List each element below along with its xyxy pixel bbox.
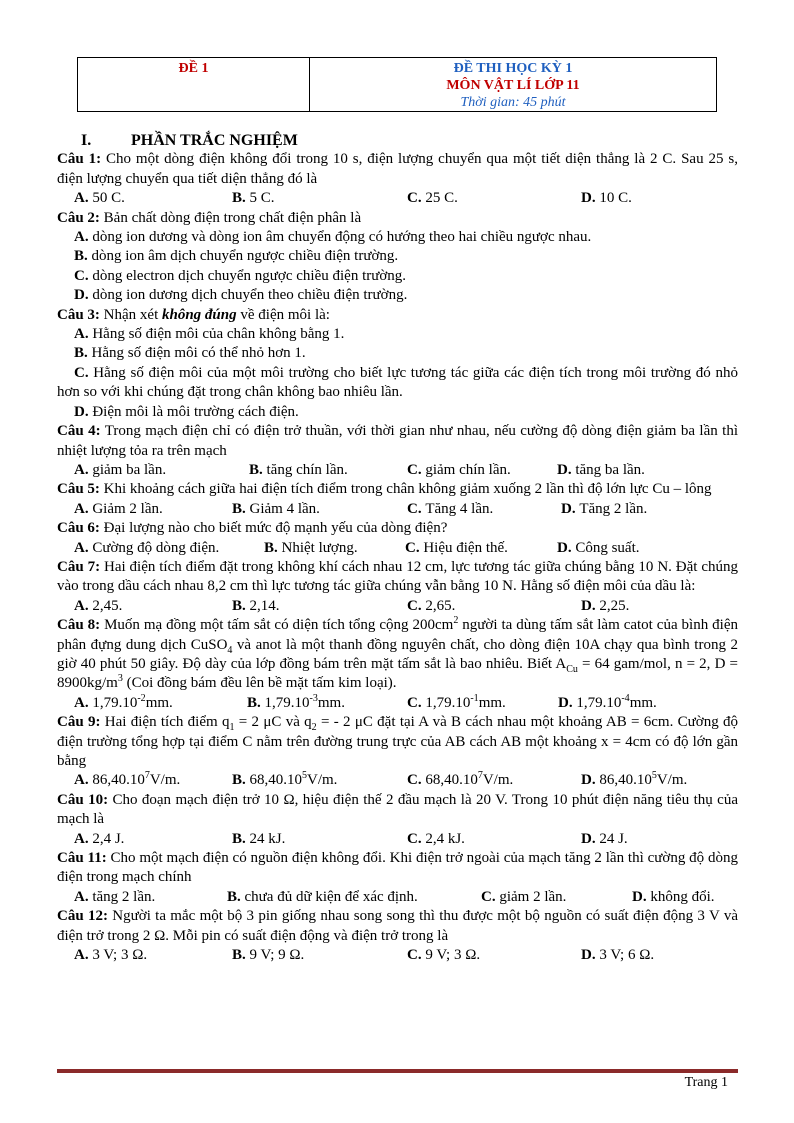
question-1: Câu 1: Cho một dòng điện không đổi trong 10 s, điện lượng chuyển qua một tiết diện thẳng là 2 C. Sau 25 s, điện lượng chuyển qua tiết diện thẳng đó là <box>57 151 739 187</box>
options-q10 <box>57 830 738 849</box>
section-heading: I. PHẦN TRẮC NGHIỆM <box>81 132 298 149</box>
option-b: B. Giảm 4 lần. <box>232 500 320 517</box>
option-d: D. Tăng 2 lần. <box>561 500 648 517</box>
option-a: A. 2,4 J. <box>74 830 125 847</box>
option-b: B. 68,40.10$^5$V/m. <box>232 770 338 789</box>
exam-title: ĐỀ THI HỌC KỲ 1 <box>453 61 573 76</box>
option-b: B. 24 kJ. <box>232 830 286 847</box>
option-b: B. $1,79.10^{-3}mm$. <box>247 692 345 711</box>
option-b: B. chưa đủ dữ kiện để xác định. <box>227 888 418 905</box>
question-8: Câu 8: Muốn mạ đồng một tấm sắt có diện tích tổng cộng $200cm^2$ người ta dùng tấm sắt làm catot của bình điện phân đựng dung dịch CuSO$_4$ và anot là một thanh đồng nguyên chất, cho dòng điện 10A chạy qua bình trong 2 giờ 40 phút 50 giây. Độ dày của lớp đồng bám trên mặt tấm sắt là bao nhiêu. Biết $A_{Cu} = 64$ gam/mol, n = 2, $D = 8900kg/m^3$ (Coi đồng bám đều lên bề mặt tấm kim loại). <box>57 615 739 692</box>
exam-subject: MÔN VẬT LÍ LỚP 11 <box>446 78 580 93</box>
option-a: A. 50 C. <box>74 190 125 207</box>
option-c: C. Hằng số điện môi của một môi trường cho biết lực tương tác giữa các điện tích trong môi trường đó nhỏ hơn so với khi chúng đặt trong chân không bao nhiêu lần. <box>57 364 739 401</box>
option-c: C. 25 C. <box>407 190 458 207</box>
option-c: C. dòng electron dịch chuyển ngược chiều điện trường. <box>74 267 407 284</box>
option-c: C. 2,65. <box>407 597 456 614</box>
option-d: D. dòng ion dương dịch chuyển theo chiều điện trường. <box>74 287 408 304</box>
option-a: A. 2,45. <box>74 597 123 614</box>
exam-code: ĐỀ 1 <box>78 58 310 111</box>
option-d: D. Điện môi là môi trường cách điện. <box>74 403 299 420</box>
option-a: A. 86,40.10$^7$V/m. <box>74 770 181 789</box>
question-5: Câu 5: Khi khoảng cách giữa hai điện tích điểm trong chân không giảm xuống 2 lần thì độ lớn lực Cu – lông <box>57 481 712 498</box>
option-a: A. Giảm 2 lần. <box>74 500 163 517</box>
option-d: D. tăng ba lần. <box>557 461 645 478</box>
option-d: D. 2,25. <box>581 597 630 614</box>
option-b: B. 2,14. <box>232 597 280 614</box>
question-11: Câu 11: Cho một mạch điện có nguồn điện không đổi. Khi điện trở ngoài của mạch tăng 2 lần thì cường độ dòng điện trong mạch chính <box>57 850 739 886</box>
option-b: B. Nhiệt lượng. <box>264 539 358 556</box>
question-9: Câu 9: Hai điện tích điểm $q_1 = 2$ μC và $q_2$ = - 2 μC đặt tại A và B cách nhau một khoảng AB = 6cm. Cường độ điện trường tổng hợp tại điểm C nằm trên đường trung trực của AB cách AB một khoảng x = 4cm có độ lớn gần bằng <box>57 714 739 769</box>
option-b: B. 9 V; 9 Ω. <box>232 947 305 964</box>
question-3: Câu 3: Nhận xét không đúng về điện môi là: <box>57 306 330 323</box>
option-d: D. Công suất. <box>557 539 640 556</box>
option-a: A. tăng 2 lần. <box>74 888 156 905</box>
exam-header-table <box>77 57 717 112</box>
options-q9 <box>57 771 738 790</box>
option-b: B. 5 C. <box>232 190 275 207</box>
option-d: D. 3 V; 6 Ω. <box>581 947 655 964</box>
option-a: A. $1,79.10^{-2}mm$. <box>74 692 173 711</box>
options-q11 <box>57 888 738 907</box>
option-d: D. 10 C. <box>581 190 632 207</box>
option-d: D. $1,79.10^{-4}mm$. <box>558 692 657 711</box>
question-4: Câu 4: Trong mạch điện chỉ có điện trở thuần, với thời gian như nhau, nếu cường độ dòng điện giảm ba lần thì nhiệt lượng tỏa ra trên mạch <box>57 423 738 459</box>
option-d: D. 86,40.10$^5$V/m. <box>581 770 688 789</box>
option-c: C. 2,4 kJ. <box>407 830 465 847</box>
question-2: Câu 2: Bản chất dòng điện trong chất điện phân là <box>57 209 362 226</box>
option-a: A. dòng ion dương và dòng ion âm chuyển động có hướng theo hai chiều ngược nhau. <box>74 229 592 246</box>
options-q6 <box>57 539 738 558</box>
question-6: Câu 6: Đại lượng nào cho biết mức độ mạnh yếu của dòng điện? <box>57 520 448 537</box>
option-b: B. dòng ion âm dịch chuyển ngược chiều điện trường. <box>74 248 399 265</box>
options-q5 <box>57 500 738 519</box>
options-q12 <box>57 946 738 965</box>
option-a: A. Hằng số điện môi của chân không bằng 1. <box>74 326 345 343</box>
exam-info <box>310 58 716 111</box>
option-c: C. $1,79.10^{-1}mm$. <box>407 692 506 711</box>
exam-body <box>57 131 738 965</box>
question-12: Câu 12: Người ta mắc một bộ 3 pin giống nhau song song thì thu được một bộ nguồn có suất điện động 3 V và điện trở trong 2 Ω. Mỗi pin có suất điện động và điện trở trong là <box>57 908 738 944</box>
option-c: C. giảm 2 lần. <box>481 888 567 905</box>
question-7: Câu 7: Hai điện tích điểm đặt trong không khí cách nhau 12 cm, lực tương tác giữa chúng bằng 10 N. Đặt chúng vào trong dầu cách nhau 8,2 cm thì lực tương tác giữa chúng vẫn bằng 10 N. Hằng số điện môi của dầu là: <box>57 558 739 595</box>
option-b: B. Hằng số điện môi có thể nhỏ hơn 1. <box>74 345 306 362</box>
option-a: A. giảm ba lần. <box>74 461 167 478</box>
option-c: C. Tăng 4 lần. <box>407 500 494 517</box>
option-d: D. không đổi. <box>632 888 715 905</box>
option-a: A. Cường độ dòng điện. <box>74 539 220 556</box>
options-q7 <box>57 597 738 616</box>
option-a: A. 3 V; 3 Ω. <box>74 947 148 964</box>
exam-time: Thời gian: 45 phút <box>460 95 566 110</box>
option-c: C. 9 V; 3 Ω. <box>407 947 481 964</box>
option-c: C. 68,40.10$^7$V/m. <box>407 770 514 789</box>
footer-divider <box>57 1069 738 1073</box>
options-q4 <box>57 461 738 480</box>
question-10: Câu 10: Cho đoạn mạch điện trở 10 Ω, hiệu điện thế 2 đầu mạch là 20 V. Trong 10 phút điện năng tiêu thụ của mạch là <box>57 791 738 828</box>
options-q1 <box>57 189 738 208</box>
option-b: B. tăng chín lần. <box>249 461 348 478</box>
option-d: D. 24 J. <box>581 830 628 847</box>
options-q8 <box>57 694 738 713</box>
page-number: Trang 1 <box>684 1075 728 1090</box>
option-c: C. giảm chín lần. <box>407 461 511 478</box>
option-c: C. Hiệu điện thế. <box>405 539 508 556</box>
